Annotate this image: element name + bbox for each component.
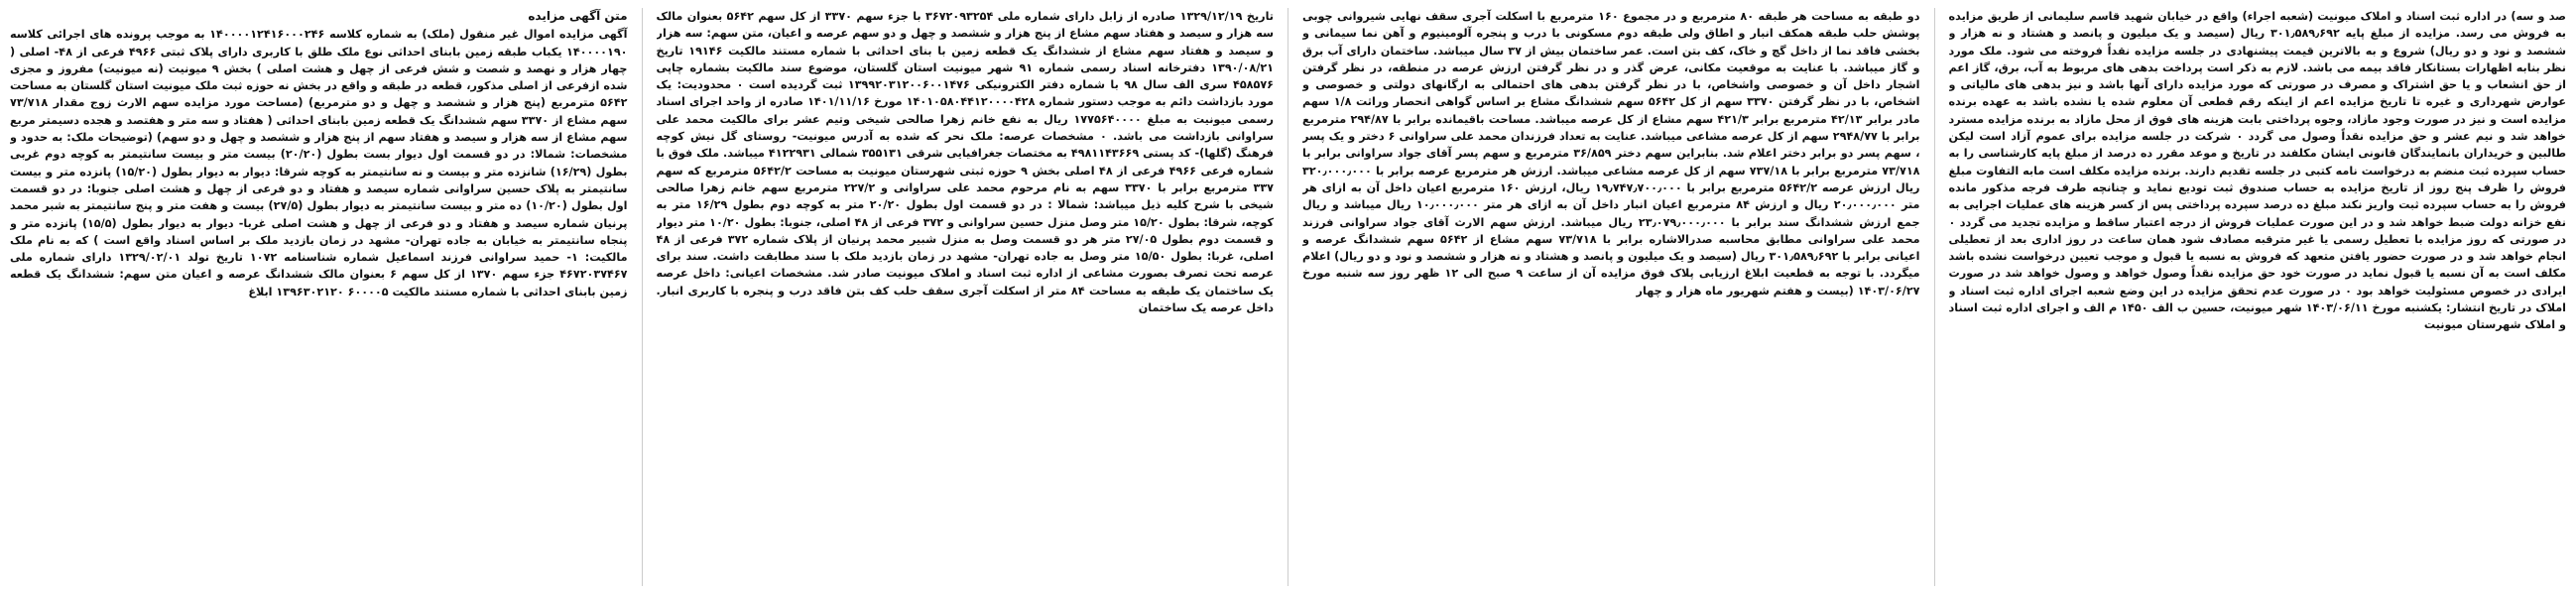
notice-column-3-text: دو طبقه به مساحت هر طبقه ۸۰ مترمربع و در مجموع ۱۶۰ مترمربع با اسکلت آجری سقف نهایی شیروانی چوبی پوشش حلب طبقه همکف انبار و اطاق ولی طبقه دوم مسکونی با درب و پنجره آلومینیوم و آهن نما سیمانی و بخشی فاقد نما از داخل گچ و خاک، کف بتن است. عمر ساختمان بیش از ۳۷ سال میباشد. ساختمان دارای آب برق و گاز میباشد. با عنایت به موقعیت مکانی، عرض گذر و در نظر گرفتن ارزش عرصه در منطقه، در نظر گرفتن اشجار داخل آن و خصوصی واشخاص، با در نظر گرفتن بدهی های احتمالی به ارگانهای دولتی و خصوصی و اشخاص، با در نظر گرفتن ۳۳۷۰ سهم از کل ۵۶۴۲ سهم ششدانگ مشاع بر اساس گواهی انحصار وراثت ۱/۸ سهم مادر برابر ۴۲/۱۳ مترمربع برابر ۴۲۱/۳ سهم مشاع از کل عرصه میباشد. مساحت باقیمانده برابر با ۲۹۴/۸۷ مترمربع برابر با ۲۹۴۸/۷۷ سهم از کل عرصه مشاعی میباشد. عنایت به تعداد فرزندان محمد علی سراوانی ۶ دختر و یک پسر ، سهم پسر دو برابر دختر اعلام شد. بنابراین سهم دختر ۳۶/۸۵۹ مترمربع و سهم پسر آقای جواد سراوانی برابر با ۷۳/۷۱۸ مترمربع برابر با ۷۳۷/۱۸ سهم از کل عرصه مشاعی میباشد. ارزش هر مترمربع عرصه برابر با ۳۲۰٫۰۰۰٫۰۰۰ ریال ارزش عرصه ۵۶۴۲/۲ مترمربع برابر با ۱۹٫۷۴۷٫۷۰۰٫۰۰۰ ریال، ارزش ۱۶۰ مترمربع اعیان داخل آن به ازای هر متر ۲۰٫۰۰۰٫۰۰۰ ریال و ارزش ۸۴ مترمربع اعیان انبار داخل آن به ازای هر متر ۱۰٫۰۰۰٫۰۰۰ ریال میباشد و ریال جمع ارزش ششدانگ سند برابر با ۲۳٫۰۷۹٫۰۰۰٫۰۰۰ ریال میباشد. ارزش سهم الارث آقای جواد سراوانی فرزند محمد علی سراوانی مطابق محاسبه صدرالاشاره برابر با ۷۳/۷۱۸ سهم مشاع از ۵۶۴۲ سهم ششدانگ عرصه و اعیانی برابر با ۳۰۱٫۵۸۹٫۶۹۲ ریال (سیصد و یک میلیون و پانصد و هشتاد و نه هزار و ششصد و نود و دو ریال) اعلام میگردد. با توجه به قطعیت ابلاغ ارزیابی پلاک فوق مزایده آن از ساعت ۹ صبح الی ۱۲ ظهر روز سه شنبه مورخ ۱۴۰۳/۰۶/۲۷ (بیست و هفتم شهریور ماه هزار و چهار [1302, 10, 1920, 297]
notice-title: متن آگهی مزایده [528, 9, 628, 23]
notice-column-4 [1949, 8, 2567, 586]
notice-column-3 [1302, 8, 1920, 586]
notice-column-1-text: آگهی مزایده اموال غیر منقول (ملک) به شماره کلاسه ۱۴۰۰۰۰۱۲۴۱۶۰۰۰۲۴۶ به موجب پرونده های اجرائی کلاسه ۱۴۰۰۰۰۱۹۰ یکباب طبقه زمین بابنای احداثی نوع ملک طلق با کاربری دارای پلاک ثبتی ۴۹۶۶ فرعی از ۴۸- اصلی ( چهار هزار و نهصد و شصت و شش فرعی از چهل و هشت اصلی ) بخش ۹ میونیت (نه میونیت) مفروز و مجزی شده ازفرعی از اصلی مذکور، قطعه در طبقه و واقع در بخش نه حوزه ثبت ملک میونیت استان گلستان به مساحت ۵۶۴۲ مترمربع (پنج هزار و ششصد و چهل و دو مترمربع) (مساحت مورد مزایده سهم الارث زوج مقدار ۷۳/۷۱۸ سهم مشاع از ۳۳۷۰ سهم ششدانگ یک قطعه زمین بابنای احداثی ( هفتاد و سه متر و هفتصد و هجده دسیمتر مربع سهم مشاع از سه هزار و سیصد و هفتاد سهم از پنج هزار و ششصد و چهل و دو سهم) (توضیحات ملک: به حدود و مشخصات: شمالا: در دو قسمت اول دیوار بست بطول (۲۰/۲۰) بیست متر و بیست سانتیمتر به کوچه دوم غربی بطول (۱۶/۲۹) شانزده متر و بیست و نه سانتیمتر به کوچه شرقا: دیوار به دیوار بطول (۱۵/۲۰) پانزده متر و بیست سانتیمتر به پلاک حسین سراوانی شماره سیصد و هفتاد و دو فرعی از چهل و هشت اصلی جنوبا: در دو قسمت اول بطول (۱۰/۲۰) ده متر و بیست سانتیمتر به دیوار بطول (۲۷/۵) بیست و هفت متر و پنج سانتیمتر به شبر محمد پرنیان شماره سیصد و هفتاد و دو فرعی از چهل و هشت اصلی غربا- دیوار به دیوار بطول (۱۵/۵) پانزده متر و پنجاه سانتیمتر به خیابان به جاده تهران- مشهد در زمان بازدید ملک بر اساس اسناد واقع است ) که به نام ملک مالکیت: ۱- حمید سراوانی فرزند اسماعیل شماره شناسنامه ۱۰۷۲ تاریخ تولد ۱۳۲۹/۰۲/۰۱ دارای شماره ملی ۴۶۷۲۰۳۷۴۶۷ جزء سهم ۱۳۷۰ از کل سهم ۶ بعنوان مالک ششدانگ عرصه و اعیان متن سهم: ششدانگ یک قطعه زمین بابنای احداثی با شماره مستند مالکیت ۶۰۰۰۰۵ ۱۳۹۶۳۰۲۱۲۰ ابلاغ [10, 28, 628, 298]
column-divider [1934, 8, 1935, 586]
notice-column-2-text: تاریخ ۱۳۲۹/۱۲/۱۹ صادره از زابل دارای شماره ملی ۳۶۷۲۰۹۳۲۵۴ با جزء سهم ۳۳۷۰ از کل سهم ۵۶۴۲ بعنوان مالک سه هزار و سیصد و هفتاد سهم مشاع از پنج هزار و ششصد و چهل و دو سهم عرصه و اعیان، متن سهم: سه هزار و سیصد و هفتاد سهم مشاع از ششدانگ یک قطعه زمین با بنای احداثی با شماره مستند مالکیت ۱۹۱۴۶ تاریخ ۱۳۹۰/۰۸/۲۱ دفترخانه اسناد رسمی شماره ۹۱ شهر میونیت استان گلستان، موضوع سند مالکیت بشماره چاپی ۴۵۸۵۷۶ سری الف سال ۹۸ با شماره دفتر الکترونیکی ۱۳۹۹۲۰۳۱۲۰۰۶۰۰۱۴۷۶ ثبت گردیده است ۰ محدودیت: یک مورد بازداشت دائم به موجب دستور شماره ۱۴۰۱۰۵۸۰۴۴۱۲۰۰۰۰۴۲۸ مورخ ۱۴۰۱/۱۱/۱۶ صادره از واحد اجرای اسناد رسمی میونیت به مبلغ ۱۷۷۵۶۴۰۰۰۰ ریال به نفع خانم زهرا صالحی شیخی وتیم عشر برای مالکیت محمد علی سراوانی بازداشت می باشد. ۰ مشخصات عرصه: ملک نحر که شده به آدرس میونیت- روستای گل نیش کوچه فرهنگ (گلها)- کد پستی ۴۹۸۱۱۴۳۶۶۹ به مختصات جغرافیایی شرقی ۳۵۵۱۳۱ شمالی ۴۱۲۲۹۳۱ میباشد. ملک فوق با شماره فرعی ۴۹۶۶ فرعی از ۴۸ اصلی بخش ۹ حوزه ثبتی شهرستان میونیت به مساحت ۵۶۴۲/۲ مترمربع که سهم ۳۳۷ مترمربع برابر با ۳۳۷۰ سهم به نام مرحوم محمد علی سراوانی و ۲۲۷/۲ مترمربع سهم خانم زهرا صالحی شیخی با شرح کلیه ذیل میباشد: شمالا : در دو قسمت اول بطول ۲۰/۲۰ متر به کوچه دوم بطول ۱۶/۲۹ متر به کوچه، شرقا: بطول ۱۵/۲۰ متر وصل منزل حسین سراوانی و ۳۷۲ فرعی از ۴۸ اصلی، جنوبا: بطول ۱۰/۲۰ متر دیوار و قسمت دوم بطول ۲۷/۰۵ متر هر دو قسمت وصل به منزل شبیر محمد پرنیان از پلاک شماره ۳۷۲ فرعی از ۴۸ اصلی، غربا: بطول ۱۵/۵۰ متر وصل به جاده تهران- مشهد در زمان بازدید ملک با سند مطابقت داشت. سند برای عرصه تحت تصرف بصورت مشاعی از اداره ثبت اسناد و املاک میونیت صادر شد. مشخصات اعیانی: داخل عرصه یک ساختمان یک طبقه به مساحت ۸۴ متر از اسکلت آجری سقف حلب کف بتن فاقد درب و پنجره با کاربری انبار. داخل عرصه یک ساختمان [656, 10, 1274, 315]
notice-column-2 [657, 8, 1275, 586]
notice-column-4-text: صد و سه) در اداره ثبت اسناد و املاک میونیت (شعبه اجراء) واقع در خیابان شهید قاسم سلیمانی از طریق مزایده به فروش می رسد. مزایده از مبلغ پایه ۳۰۱٫۵۸۹٫۶۹۲ ریال (سیصد و یک میلیون و پانصد و هشتاد و نه هزار و ششصد و نود و دو ریال) شروع و به بالاترین قیمت پیشنهادی در جلسه مزایده نقداً فروخته می شود. ملک مورد نظر بنابه اظهارات بستانکار فاقد بیمه می باشد. لازم به ذکر است پرداخت بدهی های مربوط به آب، برق، گاز اعم از حق انشعاب و یا حق اشتراک و مصرف در صورتی که مورد مزایده دارای آنها باشد و نیز بدهی های مالیاتی و عوارض شهرداری و غیره تا تاریخ مزایده اعم از اینکه رقم قطعی آن معلوم شده یا نشده باشد به عهده برنده مزایده است و نیز در صورت وجود مازاد، وجوه پرداختی بابت هزینه های فوق از محل مازاد به برنده مزایده مسترد خواهد شد و نیم عشر و حق مزایده نقداً وصول می گردد ۰ شرکت در جلسه مزایده برای عموم آزاد است لیکن طالبین و خریداران بانمایندگان قانونی ایشان مکلفند در تاریخ و موعد مقرر ده درصد از مبلغ پایه کارشناسی را به حساب سپرده ثبت منضم به درخواست نامه کتبی در جلسه تقدیم دارند. برنده مزایده مکلف است مابه التفاوت مبلغ فروش را ظرف پنج روز از تاریخ مزایده به حساب صندوق ثبت تودیع نماید و چنانچه طرف فرجه مذکور مانده فروش را به حساب سپرده ثبت واریز نکند مبلغ ده درصد سپرده پرداختی پس از کسر هزینه های عملیات اجرایی به نفع خزانه دولت ضبط خواهد شد و در این صورت عملیات فروش از درجه اعتبار ساقط و مزایده تجدید می گردد ۰ در صورتی که روز مزایده با تعطیل رسمی یا غیر مترقبه مصادف شود همان ساعت در روز اداری بعد از تعطیلی انجام خواهد شد و در صورت حضور یافتن متعهد که فروش به نسبه یا قبول و موجب تعیین درخواست نشده باشد مکلف است به آن نسبه یا قبول نماید در صورت خود حق مزایده نقداً وصول خواهد و وصول خواهد شد در صورت ایرادی در خصوص مسئولیت خواهد بود ۰ در صورت عدم تحقق مزایده در این وضع شعبه اجرای اداره ثبت اسناد و املاک در تاریخ انتشار: یکشنبه مورخ ۱۴۰۳/۰۶/۱۱ شهر میونیت، حسین ب الف ۱۴۵۰ م الف و اجرای اداره ثبت اسناد و املاک شهرستان میونیت [1948, 10, 2566, 332]
notice-column-1 [10, 8, 628, 586]
column-divider [642, 8, 643, 586]
